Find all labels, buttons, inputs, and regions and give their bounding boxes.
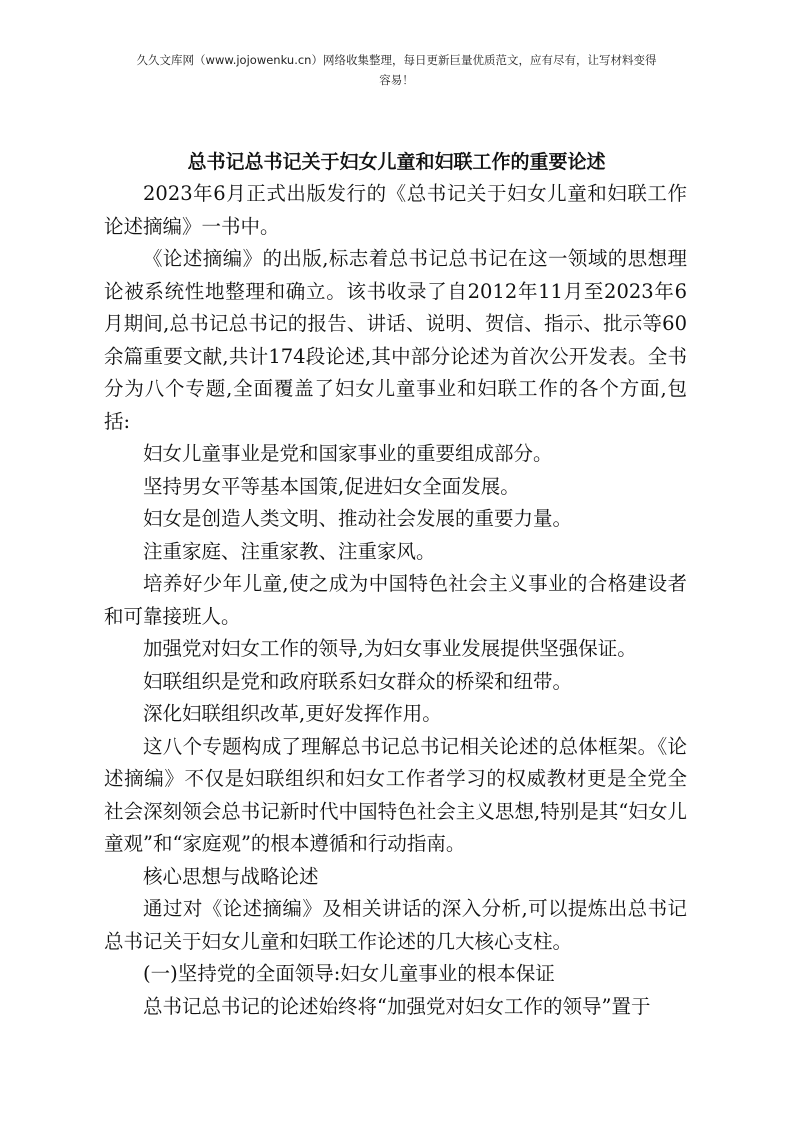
section-heading: 核心思想与战略论述	[143, 864, 319, 888]
list-item: 妇女是创造人类文明、推动社会发展的重要力量。	[143, 507, 573, 530]
list-item: 妇女儿童事业是党和国家事业的重要组成部分。	[143, 442, 553, 465]
subsection-heading: (一)坚持党的全面领导:妇女儿童事业的根本保证	[143, 962, 555, 985]
paragraph: 通过对《论述摘编》及相关讲话的深入分析,可以提炼出总书记总书记关于妇女儿童和妇联工作论述的几大核心支柱。	[104, 897, 687, 953]
paragraph: 这八个专题构成了理解总书记总书记相关论述的总体框架。《论述摘编》不仅是妇联组织和妇女工作者学习的权威教材更是全党全社会深刻领会总书记新时代中国特色社会主义思想,特别是其“妇女儿童观”和“家庭观”的根本遵循和行动指南。	[104, 734, 687, 855]
paragraph: 《论述摘编》的出版,标志着总书记总书记在这一领域的思想理论被系统性地整理和确立。该书收录了自2012年11月至2023年6月期间,总书记总书记的报告、讲话、说明、贺信、指示、批示等60余篇重要文献,共计174段论述,其中部分论述为首次公开发表。全书分为八个专题,全面覆盖了妇女儿童事业和妇联工作的各个方面,包括:	[104, 247, 687, 433]
page-header	[100, 50, 693, 90]
list-item: 培养好少年儿童,使之成为中国特色社会主义事业的合格建设者和可靠接班人。	[104, 572, 687, 628]
document-title: 总书记总书记关于妇女儿童和妇联工作的重要论述	[187, 151, 606, 173]
list-item: 妇联组织是党和政府联系妇女群众的桥梁和纽带。	[143, 669, 573, 693]
document-body	[104, 178, 687, 1023]
list-item: 注重家庭、注重家教、注重家风。	[143, 539, 436, 563]
list-item: 深化妇联组织改革,更好发挥作用。	[143, 702, 442, 725]
paragraph: 总书记总书记的论述始终将“加强党对妇女工作的领导”置于	[143, 994, 651, 1018]
list-item: 坚持男女平等基本国策,促进妇女全面发展。	[143, 474, 520, 498]
paragraph: 2023年6月正式出版发行的《总书记关于妇女儿童和妇联工作论述摘编》一书中。	[104, 182, 687, 238]
header-line-2: 容易！	[379, 73, 414, 87]
list-item: 加强党对妇女工作的领导,为妇女事业发展提供坚强保证。	[143, 637, 637, 660]
header-line-1: 久久文库网（www.jojowenku.cn）网络收集整理，每日更新巨量优质范文，应有尽有，让写材料变得	[136, 53, 657, 67]
